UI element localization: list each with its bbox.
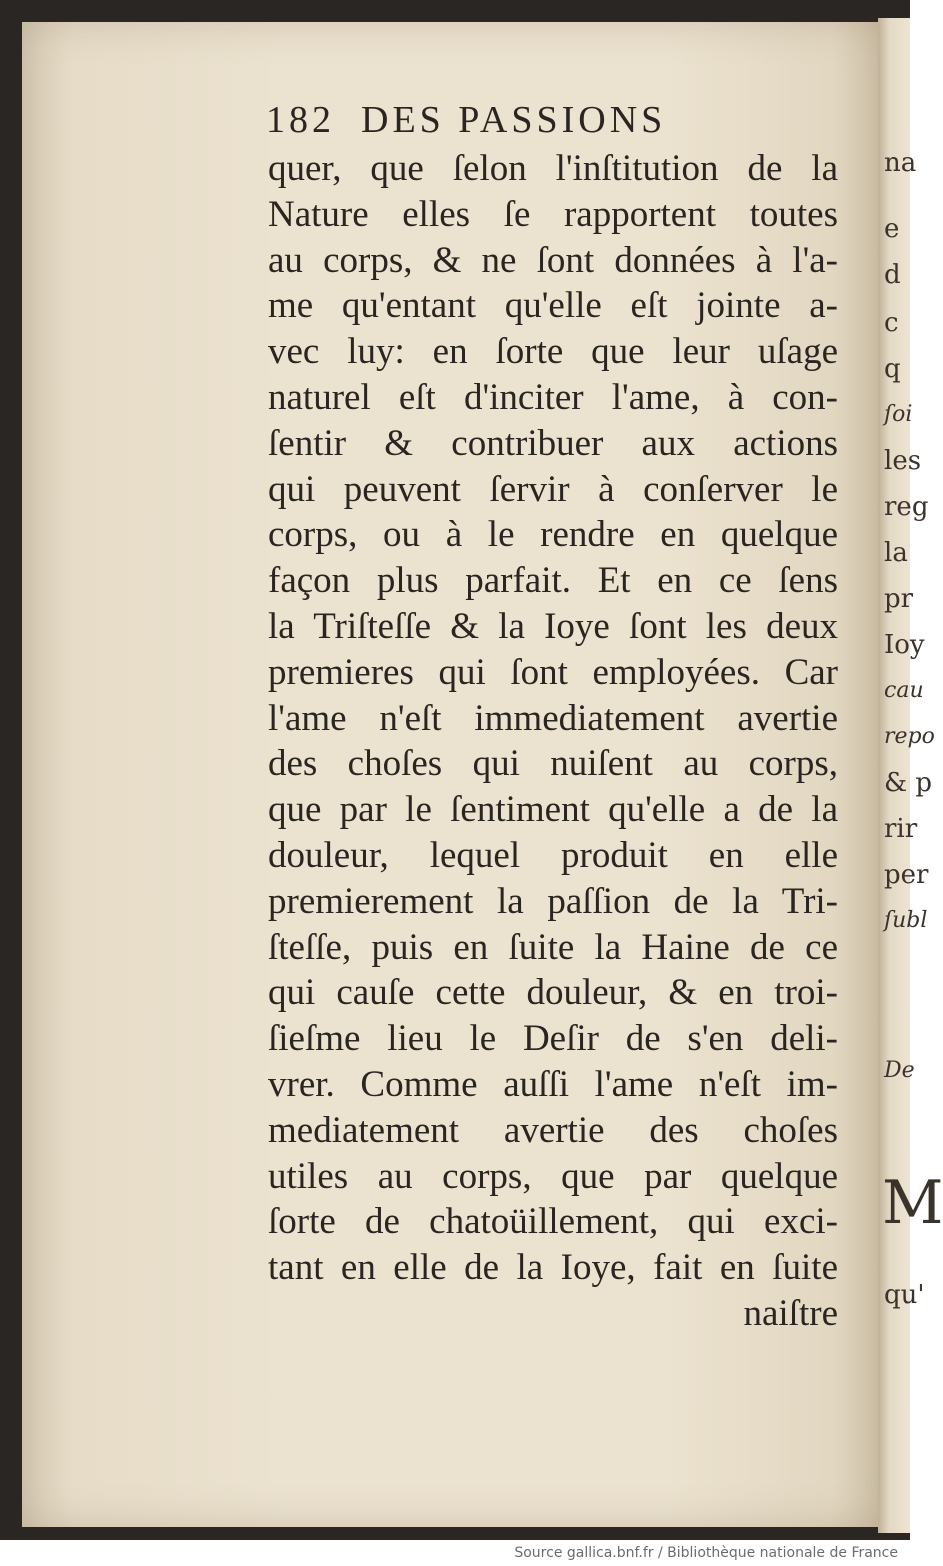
- adjacent-fragment: c: [884, 308, 899, 338]
- adjacent-fragment: d: [884, 260, 901, 290]
- text-line: qui peuvent ſervir à conſerver le: [268, 468, 838, 510]
- text-line: douleur, lequel produit en elle: [268, 834, 838, 876]
- text-line: la Triſteſſe & la Ioye ſont les deux: [268, 605, 838, 647]
- adjacent-fragment: rir: [884, 814, 918, 844]
- text-line: ſentir & contribuer aux actions: [268, 422, 838, 464]
- text-line: vec luy: en ſorte que leur uſage: [268, 331, 838, 373]
- adjacent-fragment: repo: [884, 724, 935, 749]
- adjacent-fragment: les: [884, 446, 922, 476]
- catchword: naiſtre: [743, 1292, 838, 1334]
- adjacent-fragment: qu': [884, 1280, 925, 1310]
- text-line: qui cauſe cette douleur, & en troi-: [268, 972, 838, 1014]
- body-text: [268, 146, 838, 1337]
- adjacent-fragment: ſubl: [884, 908, 928, 933]
- adjacent-fragment: q: [884, 354, 901, 384]
- text-line: naturel eſt d'inciter l'ame, à con-: [268, 376, 838, 418]
- adjacent-fragment: la: [884, 538, 908, 568]
- text-line: quer, que ſelon l'inſtitution de la: [268, 148, 838, 189]
- text-line: utiles au corps, que par quelque: [268, 1155, 838, 1197]
- running-head: [266, 98, 826, 142]
- running-title: DES PASSIONS: [361, 99, 667, 141]
- text-line: mediatement avertie des choſes: [268, 1109, 838, 1151]
- text-line: tant en elle de la Ioye, fait en ſuite: [268, 1247, 838, 1289]
- text-line: vrer. Comme auſſi l'ame n'eſt im-: [268, 1063, 838, 1105]
- text-line: des choſes qui nuiſent au corps,: [268, 743, 838, 785]
- text-line: Nature elles ſe rapportent toutes: [268, 193, 838, 235]
- adjacent-fragment: per: [884, 860, 929, 890]
- adjacent-fragment: & p: [884, 768, 933, 798]
- page-number: 182: [266, 99, 335, 141]
- adjacent-fragment: M: [882, 1168, 943, 1238]
- text-line: que par le ſentiment qu'elle a de la: [268, 789, 838, 831]
- text-line: au corps, & ne ſont données à l'a-: [268, 239, 838, 281]
- adjacent-fragment: na: [884, 148, 917, 178]
- adjacent-fragment: ſoi: [884, 402, 913, 427]
- adjacent-fragment: cau: [884, 678, 924, 703]
- adjacent-fragment: pr: [884, 584, 914, 614]
- adjacent-fragment: De: [884, 1058, 915, 1083]
- adjacent-fragment: e: [884, 214, 900, 244]
- text-line: ſorte de chatoüillement, qui exci-: [268, 1201, 838, 1243]
- text-line: ſieſme lieu le Deſir de s'en deli-: [268, 1018, 838, 1060]
- text-line: premierement la paſſion de la Tri-: [268, 880, 838, 922]
- adjacent-page-edge: [878, 18, 943, 1533]
- text-line: corps, ou à le rendre en quelque: [268, 514, 838, 556]
- source-credit: Source gallica.bnf.fr / Bibliothèque nationale de France: [514, 1545, 898, 1561]
- text-line: ſteſſe, puis en ſuite la Haine de ce: [268, 926, 838, 968]
- text-line: me qu'entant qu'elle eſt jointe a-: [268, 285, 838, 327]
- text-line: premieres qui ſont employées. Car: [268, 651, 838, 693]
- text-line: l'ame n'eſt immediatement avertie: [268, 697, 838, 739]
- adjacent-fragment: Ioy: [884, 630, 925, 660]
- text-line: façon plus parfait. Et en ce ſens: [268, 560, 838, 602]
- adjacent-fragment: reg: [884, 492, 929, 522]
